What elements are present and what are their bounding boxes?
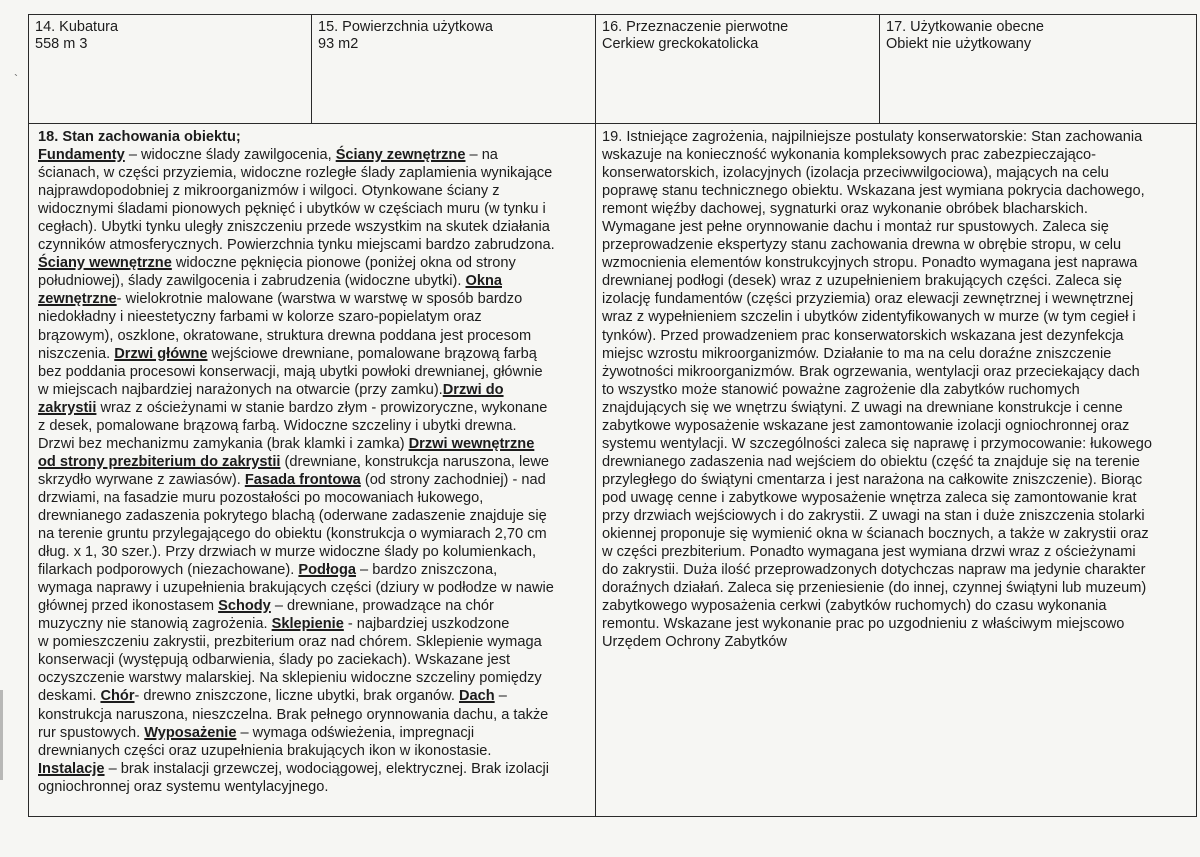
section-19-line: wraz z wypełnieniem szczelin i ubytków zidentyfikowanych w murze (w tym cegieł i (602, 309, 1136, 326)
section-19-line: Urzędem Ochrony Zabytków (602, 634, 787, 651)
section-18-text: wejściowe drewniane, pomalowane brązową farbą (207, 345, 537, 362)
section-18-text: - drewno zniszczone, liczne ubytki, brak organów. (134, 688, 459, 705)
section-18-text: z desek, pomalowane brązową farbą. Widoczne szczeliny i ubytki drewna. (38, 417, 517, 434)
section-18-text: drzwiami, na fasadzie muru pozostałości po mocowaniach łukowego, (38, 489, 484, 506)
section-18-line (38, 308, 589, 326)
section-18-line (38, 597, 589, 615)
section-19-line: wzmocnienia elementów konstrukcyjnych stropu. Ponadto wymagana jest naprawa (602, 255, 1138, 272)
field-16-value: Cerkiew greckokatolicka (602, 36, 759, 52)
section-18-text: drewnianych części oraz uzupełnienia brakujących ikon w ikonostasie. (38, 742, 492, 759)
section-18-text: dług. x 1, 30 szer.). Przy drzwiach w murze widoczne ślady po kolumienkach, (38, 544, 537, 561)
section-19-line: żywotności mikroorganizmów. Brak ogrzewania, wentylacji oraz przeciekający dach (602, 363, 1140, 380)
section-19-line: przeprowadzenie ekspertyzy stanu zachowania drewna w obrębie stropu, w celu (602, 237, 1122, 254)
section-18-text: - najbardziej uszkodzone (343, 616, 510, 633)
section-18-text: skrzydło wyrwane z zawiasów). (38, 471, 245, 488)
section-18-text: bez poddania procesowi konserwacji, mają ubytki powłoki drewnianej, głównie (38, 363, 543, 380)
section-18-text: cegłach). Ubytki tynku uległy zniszczeniu przede wszystkim na skutek działania (38, 219, 550, 236)
section-18-line (38, 706, 589, 724)
section-18-text: – wymaga odświeżenia, impregnacji (236, 724, 475, 741)
section-18-text: (drewniane, konstrukcja naruszona, lewe (280, 453, 549, 470)
section-19-line: konserwatorskich, izolacyjnych (izolacja przeciwwilgociowa), mających na celu (602, 165, 1109, 182)
section-18-text: czynników atmosferycznych. Powierzchnia tynku miejscami bardzo zabrudzona. (38, 237, 555, 254)
section-19-line: drewnianego zadaszenia nad wejściem do obiektu (część ta znajduje się na terenie (602, 453, 1140, 470)
section-18-text: ogniochronnej oraz systemu wentylacyjnego. (38, 778, 329, 795)
section-18-text: na terenie gruntu przylegającego do obiektu (konstrukcja o wymiarach 2,70 cm (38, 526, 547, 543)
section-18-keyword: Fundamenty (38, 147, 125, 164)
section-18-line (38, 146, 589, 164)
section-18-line (38, 687, 589, 705)
section-18-text: deskami. (38, 688, 101, 705)
field-16-cell (596, 15, 880, 124)
section-18-line (38, 417, 589, 435)
section-18-keyword: Podłoga (298, 562, 356, 579)
field-15-cell (312, 15, 596, 124)
section-18-line (38, 651, 589, 669)
section-18-keyword: Instalacje (38, 760, 105, 777)
section-18-keyword: Drzwi wewnętrzne (408, 435, 535, 452)
section-19-line: Wymagane jest pełne orynnowanie dachu i montaż rur spustowych. Zaleca się (602, 219, 1109, 236)
section-18-text: oczyszczenie warstwy malarskiej. Na sklepieniu widoczne szczeliny pomiędzy (38, 670, 542, 687)
section-18-text: konstrukcja naruszona, nieszczelna. Brak pełnego orynnowania dachu, a także (38, 706, 549, 723)
section-18-keyword: Chór (100, 688, 135, 705)
section-18-title: 18. Stan zachowania obiektu; (38, 129, 241, 145)
section-18-line (38, 363, 589, 381)
section-18-line (38, 561, 589, 579)
section-19-line: przyległego do świątyni cmentarza i jest narażona na całkowite zniszczenie). Biorąc (602, 471, 1143, 488)
scan-edge (0, 690, 3, 780)
section-18-line (38, 327, 589, 345)
section-19-line: wskazuje na konieczność wykonania kompleksowych prac zabezpieczająco- (602, 147, 1096, 164)
field-14-cell (29, 15, 312, 124)
section-18-text: filarkach podporowych (niezachowane). (38, 562, 299, 579)
section-19-line: znajdujących się we wnętrzu świątyni. Z uwagi na drewniane konstrukcje i cenne (602, 399, 1123, 416)
section-18-line (38, 724, 589, 742)
section-18-keyword: Drzwi do (442, 381, 504, 398)
section-18-cell (29, 124, 596, 817)
section-18-text: w miejscach najbardziej narażonych na otwarcie (przy zamku). (38, 381, 443, 398)
section-18-line (38, 633, 589, 651)
section-18-line (38, 399, 589, 417)
field-17-label: 17. Użytkowanie obecne (886, 19, 1044, 35)
section-18-line (38, 489, 589, 507)
section-19-body (602, 128, 1190, 651)
section-19-line: przy drzwiach wejściowych i do zakrystii. Z uwagi na stan i duże zniszczenia stolarki (602, 507, 1145, 524)
section-18-line (38, 290, 589, 308)
section-18-line (38, 778, 589, 796)
monument-record-table (28, 14, 1197, 817)
section-18-line (38, 525, 589, 543)
field-17-cell (880, 15, 1197, 124)
section-19-line: remont więźby dachowej, sygnaturki oraz wykonanie obróbek blacharskich. (602, 201, 1088, 218)
section-19-line: drewnianej podłogi (desek) wraz z uzupełnieniem brakujących części. Zaleca się (602, 273, 1122, 290)
section-18-text: widoczne pęknięcia pionowe (poniżej okna od strony (171, 255, 516, 272)
section-18-keyword: Sklepienie (271, 616, 344, 633)
section-19-line: doraźnych działań. Zaleca się przeniesienie (do innej, czynnej świątyni lub muzeum) (602, 580, 1147, 597)
section-18-text: muzyczny nie stanowią zagrożenia. (38, 616, 272, 633)
field-16-label: 16. Przeznaczenie pierwotne (602, 19, 789, 35)
section-18-text: – (494, 688, 507, 705)
section-18-text: głównej przed ikonostasem (38, 598, 219, 615)
section-18-text: w pomieszczeniu zakrystii, prezbiterium oraz nad chórem. Sklepienie wymaga (38, 634, 542, 651)
section-19-line: w części prezbiterium. Ponadto wymagana jest wymiana drzwi wraz z ościeżynami (602, 544, 1136, 561)
section-18-text: wymaga naprawy i uzupełnienia brakujących części (dziury w podłodze w nawie (38, 580, 554, 597)
section-18-line (38, 218, 589, 236)
field-15-label: 15. Powierzchnia użytkowa (318, 19, 493, 35)
section-18-line (38, 760, 589, 778)
section-18-keyword: Okna (465, 273, 502, 290)
section-18-line (38, 254, 589, 272)
section-18-text: – drewniane, prowadzące na chór (270, 598, 494, 615)
section-18-text: (od strony zachodniej) - nad (360, 471, 546, 488)
field-14-value: 558 m 3 (35, 36, 88, 52)
field-15-value: 93 m2 (318, 36, 359, 52)
section-18-keyword: Schody (218, 598, 271, 615)
section-18-text: widocznymi śladami pionowych pęknięć i ubytków w częściach muru (w tynku i (38, 201, 546, 218)
section-19-cell (596, 124, 1197, 817)
section-19-line: zabytkowe wyposażenie wskazane jest zamontowanie izolacji ogniochronnej oraz (602, 417, 1130, 434)
section-19-line: do zakrystii. Duża ilość przeprowadzonych dotychczas napraw ma jedynie charakter (602, 562, 1146, 579)
section-18-text: – na (465, 147, 498, 164)
section-18-keyword: Ściany wewnętrzne (38, 255, 172, 272)
section-18-line (38, 669, 589, 687)
section-19-line: okiennej proponuje się wymienić okna w ścianach bocznych, a także w zakrystii oraz (602, 526, 1149, 543)
section-18-keyword: zakrystii (38, 399, 97, 416)
section-18-text: - wielokrotnie malowane (warstwa w warstwę w sposób bardzo (116, 291, 523, 308)
section-19-line: to wszystko może stanowić poważne zagrożenie dla zabytków ruchomych (602, 381, 1080, 398)
section-18-text: ścianach, w części przyziemia, widoczne rozległe ślady zaplamienia wynikające (38, 165, 553, 182)
section-18-keyword: Drzwi główne (114, 345, 208, 362)
section-18-text: wraz z ościeżynami w stanie bardzo złym - prowizoryczne, wykonane (96, 399, 548, 416)
field-17-value: Obiekt nie użytkowany (886, 36, 1032, 52)
section-18-keyword: Ściany zewnętrzne (335, 147, 466, 164)
section-18-line (38, 579, 589, 597)
section-18-line (38, 453, 589, 471)
section-18-line (38, 164, 589, 182)
section-18-keyword: Dach (458, 688, 495, 705)
section-18-text: Drzwi bez mechanizmu zamykania (brak klamki i zamka) (38, 435, 409, 452)
section-18-keyword: Wyposażenie (144, 724, 237, 741)
section-18-line (38, 236, 589, 254)
section-18-keyword: Fasada frontowa (244, 471, 361, 488)
section-19-line: remontu. Wskazane jest wykonanie prac po uzgodnieniu z właściwym miejscowo (602, 616, 1125, 633)
top-row (29, 15, 1197, 124)
section-18-text: – brak instalacji grzewczej, wodociągowej, elektrycznej. Brak izolacji (104, 760, 550, 777)
section-19-line: pod uwagę cenne i zabytkowe wyposażenie wnętrza zaleca się zamontowanie krat (602, 489, 1137, 506)
section-18-body (38, 146, 589, 796)
section-18-text: drewnianego zadaszenia pokrytego blachą (oderwane zadaszenie znajduje się (38, 507, 547, 524)
section-18-text: brązowym), oszklone, okratowane, struktura drewna poddana jest procesom (38, 327, 532, 344)
section-19-line: zabytkowego wyposażenia cerkwi (zabytków ruchomych) do czasu wykonania (602, 598, 1107, 615)
section-18-line (38, 471, 589, 489)
section-18-line (38, 182, 589, 200)
section-18-text: rur spustowych. (38, 724, 145, 741)
section-19-line: izolację fundamentów (części przyziemia) oraz elewacji zewnętrznej i wewnętrznej (602, 291, 1134, 308)
section-18-line (38, 435, 589, 453)
section-18-line (38, 507, 589, 525)
field-14-label: 14. Kubatura (35, 19, 119, 35)
section-18-line (38, 345, 589, 363)
bottom-row (29, 124, 1197, 817)
section-18-text: – bardzo zniszczona, (355, 562, 498, 579)
section-18-line (38, 272, 589, 290)
section-18-text: południowej), ślady zawilgocenia i zabrudzenia (widoczne ubytki). (38, 273, 466, 290)
section-18-keyword: od strony prezbiterium do zakrystii (38, 453, 281, 470)
section-18-text: – widoczne ślady zawilgocenia, (124, 147, 336, 164)
section-18-line (38, 381, 589, 399)
section-19-line: miejsc wzrostu mikroorganizmów. Działanie to ma na celu doraźne zniszczenie (602, 345, 1112, 362)
section-18-line (38, 543, 589, 561)
section-19-line: systemu wentylacji. W szczególności zaleca się naprawę i przymocowanie: łukowego (602, 435, 1152, 452)
section-18-line (38, 742, 589, 760)
section-18-text: niszczenia. (38, 345, 115, 362)
section-18-line (38, 200, 589, 218)
section-19-line: tynków). Przed prowadzeniem prac konserwatorskich wskazana jest dezynfekcja (602, 327, 1124, 344)
section-18-text: najprawdopodobniej z mikroorganizmów i wilgoci. Otynkowane ściany z (38, 183, 500, 200)
section-18-keyword: zewnętrzne (38, 291, 117, 308)
section-19-line: 19. Istniejące zagrożenia, najpilniejsze postulaty konserwatorskie: Stan zachowania (602, 129, 1143, 145)
scan-mark: ` (14, 72, 18, 86)
section-18-text: niedokładny i nieestetyczny farbami w kolorze szaro-popielatym oraz (38, 309, 482, 326)
section-19-line: poprawę stanu technicznego obiektu. Wskazana jest wymiana pokrycia dachowego, (602, 183, 1145, 200)
section-18-line (38, 615, 589, 633)
section-18-text: konserwacji (występują odbarwienia, ślady po zaciekach). Wskazane jest (38, 652, 511, 669)
